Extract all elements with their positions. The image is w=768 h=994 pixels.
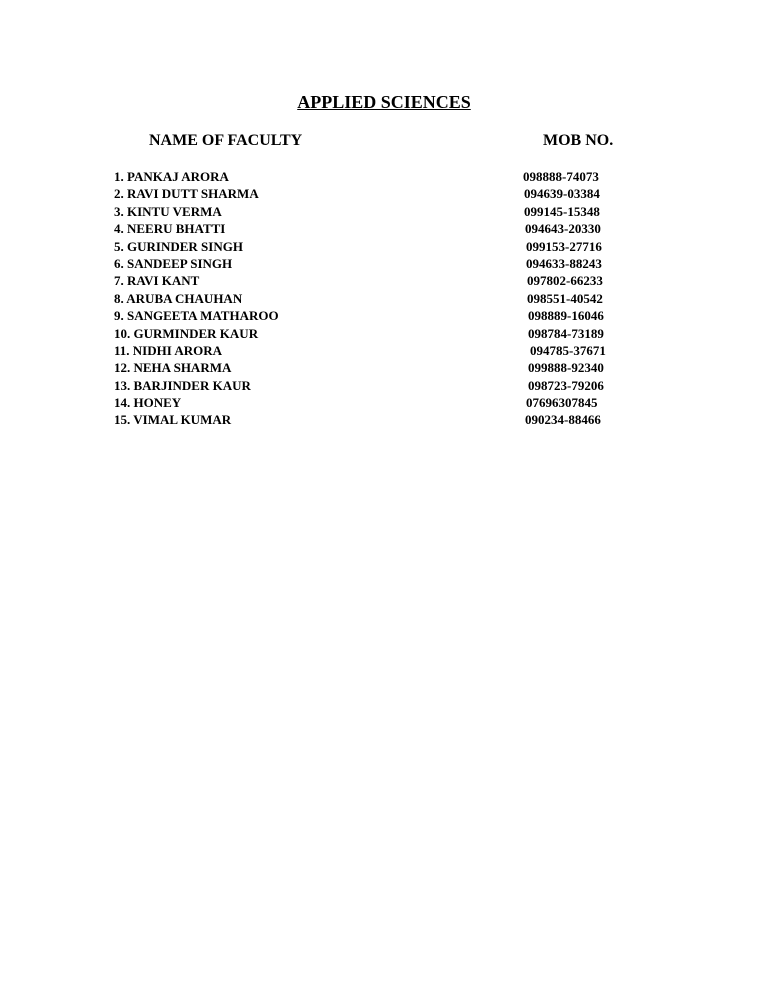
faculty-name: 12. NEHA SHARMA: [114, 360, 232, 376]
faculty-row: [114, 325, 634, 342]
faculty-name: 10. GURMINDER KAUR: [114, 325, 259, 341]
faculty-mobile: 098551-40542: [527, 290, 603, 306]
faculty-mobile: 099888-92340: [528, 360, 604, 376]
faculty-row: [114, 220, 634, 237]
faculty-mobile: 094633-88243: [526, 255, 602, 271]
faculty-mobile: 097802-66233: [527, 273, 603, 289]
faculty-row: [114, 168, 634, 185]
faculty-mobile: 098888-74073: [523, 169, 599, 184]
faculty-name: 13. BARJINDER KAUR: [114, 377, 251, 393]
faculty-mobile: 090234-88466: [525, 412, 601, 428]
faculty-row: [114, 342, 634, 359]
faculty-name: 15. VIMAL KUMAR: [114, 412, 232, 428]
faculty-row: [114, 290, 634, 307]
faculty-list: [114, 168, 634, 429]
faculty-name: 3. KINTU VERMA: [114, 203, 222, 219]
faculty-name: 1. PANKAJ ARORA: [114, 169, 229, 184]
faculty-row: [114, 411, 634, 428]
faculty-mobile: 094639-03384: [524, 186, 600, 202]
faculty-name: 8. ARUBA CHAUHAN: [114, 290, 243, 306]
faculty-mobile: 099153-27716: [526, 238, 602, 254]
faculty-row: [114, 238, 634, 255]
faculty-row: [114, 307, 634, 324]
faculty-name: 5. GURINDER SINGH: [114, 238, 243, 254]
mobile-column-header: MOB NO.: [543, 132, 614, 149]
faculty-row: [114, 185, 634, 202]
faculty-mobile: 099145-15348: [524, 203, 600, 219]
faculty-name: 11. NIDHI ARORA: [114, 342, 222, 358]
faculty-name: 7. RAVI KANT: [114, 273, 200, 289]
faculty-row: [114, 255, 634, 272]
faculty-mobile: 094643-20330: [525, 221, 601, 237]
faculty-row: [114, 203, 634, 220]
faculty-row: [114, 359, 634, 376]
name-column-header: NAME OF FACULTY: [149, 132, 303, 149]
faculty-row: [114, 377, 634, 394]
faculty-name: 4. NEERU BHATTI: [114, 221, 226, 237]
faculty-name: 6. SANDEEP SINGH: [114, 255, 233, 271]
faculty-mobile: 07696307845: [526, 395, 598, 411]
faculty-mobile: 098889-16046: [528, 308, 604, 324]
faculty-mobile: 094785-37671: [530, 342, 606, 358]
faculty-name: 9. SANGEETA MATHAROO: [114, 308, 279, 324]
faculty-row: [114, 394, 634, 411]
faculty-name: 2. RAVI DUTT SHARMA: [114, 186, 259, 202]
faculty-mobile: 098784-73189: [528, 325, 604, 341]
faculty-name: 14. HONEY: [114, 395, 182, 411]
page-title-text: APPLIED SCIENCES: [297, 92, 471, 112]
faculty-mobile: 098723-79206: [528, 377, 604, 393]
page-title: [0, 92, 768, 113]
faculty-row: [114, 272, 634, 289]
